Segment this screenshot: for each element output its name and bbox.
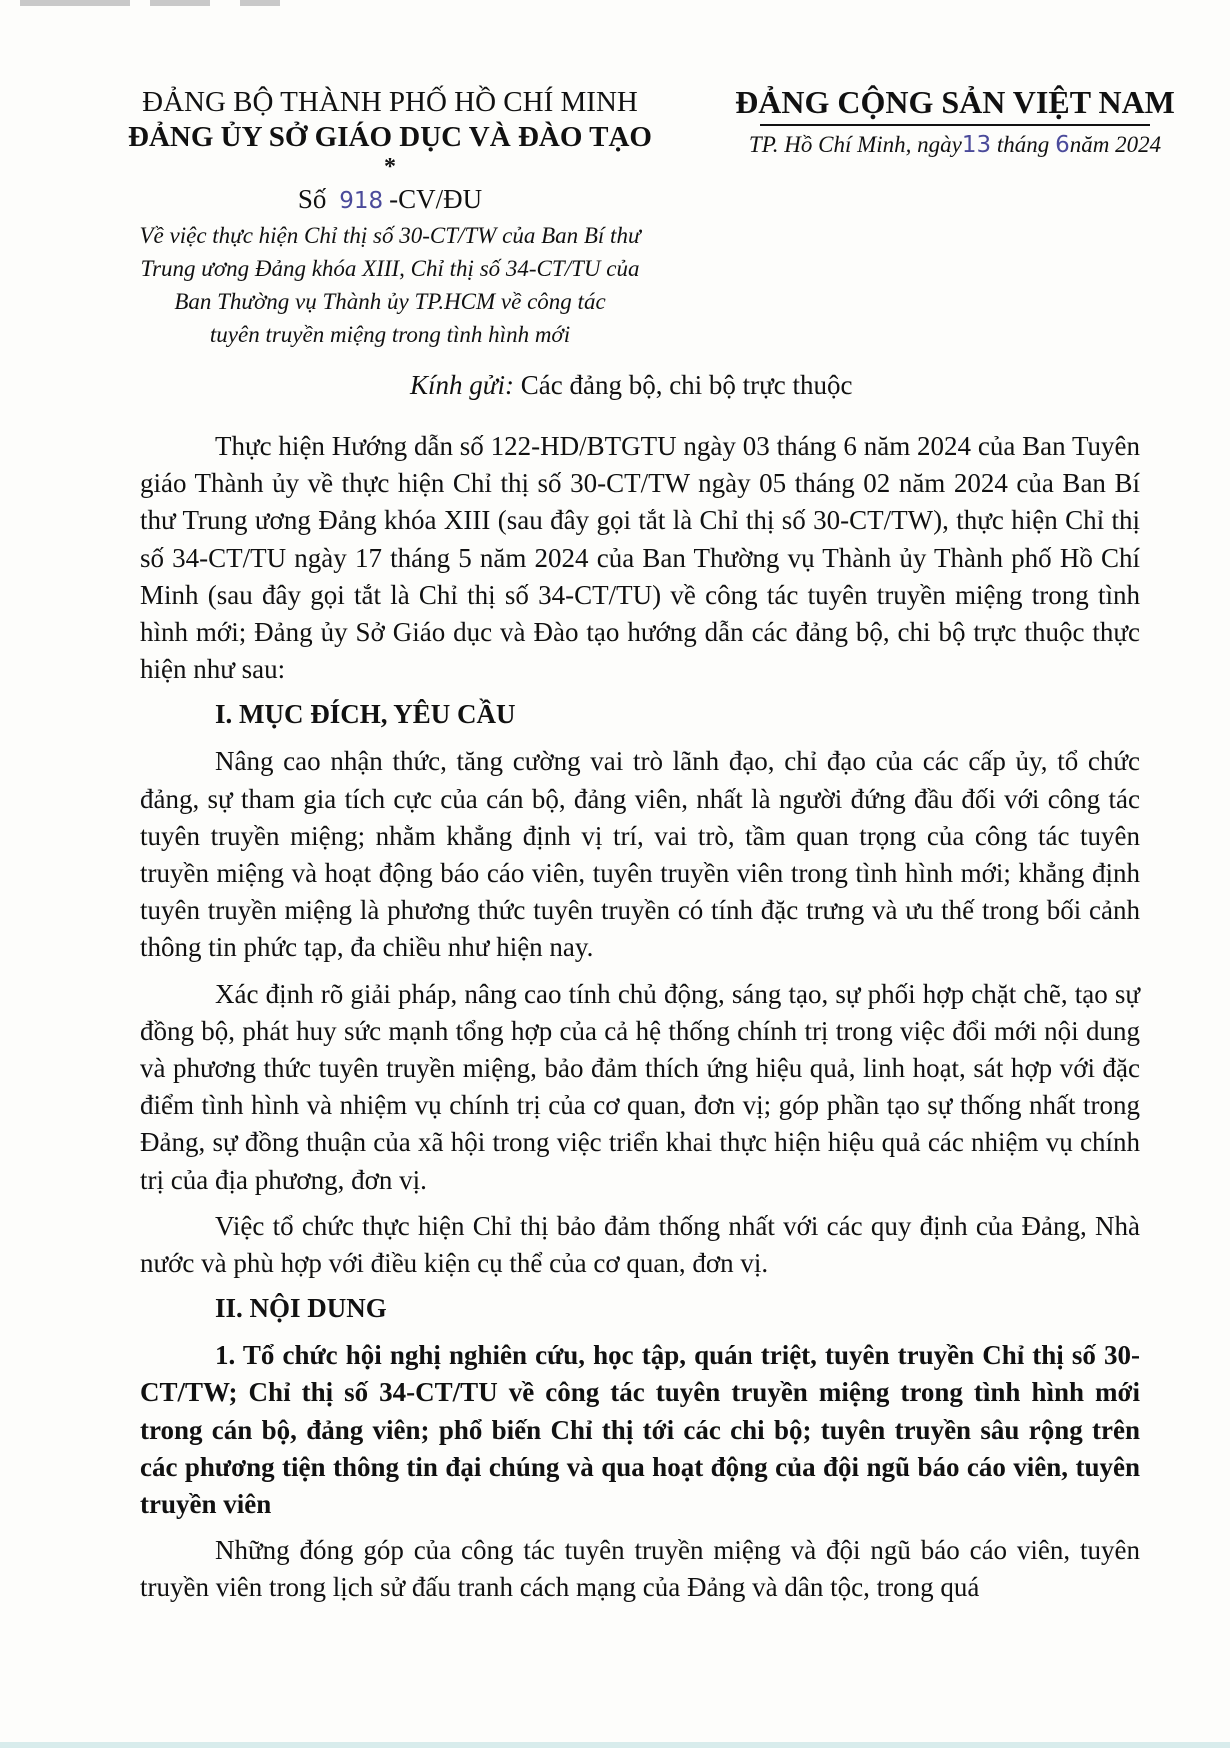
title-underline bbox=[760, 124, 1150, 126]
recipient-line bbox=[410, 368, 853, 402]
body-paragraph: Những đóng góp của công tác tuyên truyền miệng và đội ngũ báo cáo viên, tuyên truyền viên trong lịch sử đấu tranh cách mạng của Đảng và dân tộc, trong quá bbox=[140, 1535, 1140, 1603]
subsection-heading: 1. Tổ chức hội nghị nghiên cứu, học tập, quán triệt, tuyên truyền Chỉ thị số 30-CT/TW; Chỉ thị số 34-CT/TU về công tác tuyên truyền miệng trong tình hình mới trong cán bộ, đảng viên; phổ biến Chỉ thị tới các chi bộ; tuyên truyền sâu rộng trên các phương tiện thông tin đại chúng và qua hoạt động của đội ngũ báo cáo viên, tuyên truyền viên bbox=[140, 1340, 1140, 1520]
document-body bbox=[140, 428, 1140, 1616]
place-prefix: TP. Hồ Chí Minh, ngày bbox=[748, 132, 962, 157]
national-party-title: ĐẢNG CỘNG SẢN VIỆT NAM bbox=[735, 84, 1175, 120]
recipient-value: Các đảng bộ, chi bộ trực thuộc bbox=[520, 370, 853, 400]
place-and-date bbox=[715, 128, 1195, 162]
section-heading-content: II. NỘI DUNG bbox=[215, 1293, 387, 1324]
intro-paragraph: Thực hiện Hướng dẫn số 122-HD/BTGTU ngày 03 tháng 6 năm 2024 của Ban Tuyên giáo Thành ủy về thực hiện Chỉ thị số 30-CT/TW ngày 05 tháng 02 năm 2024 của Ban Bí thư Trung ương Đảng khóa XIII (sau đây gọi tắt là Chỉ thị số 30-CT/TW), thực hiện Chỉ thị số 34-CT/TU ngày 17 tháng 5 năm 2024 của Ban Thường vụ Thành ủy Thành phố Hồ Chí Minh (sau đây gọi tắt là Chỉ thị số 34-CT/TU) về công tác tuyên truyền miệng trong tình hình mới; Đảng ủy Sở Giáo dục và Đào tạo hướng dẫn các đảng bộ, chi bộ trực thuộc thực hiện như sau: bbox=[140, 431, 1140, 685]
document-number bbox=[110, 182, 670, 218]
recipient-label: Kính gửi: bbox=[410, 370, 514, 400]
document-subject bbox=[110, 219, 670, 351]
document-header bbox=[0, 0, 1230, 347]
year-text: năm 2024 bbox=[1069, 132, 1162, 157]
date-day-handwritten: 13 bbox=[961, 132, 992, 158]
scan-edge-bottom bbox=[0, 1742, 1230, 1748]
subject-line: Trung ương Đảng khóa XIII, Chỉ thị số 34-CT/TU của bbox=[140, 256, 640, 281]
doc-number-handwritten: 918 bbox=[339, 188, 384, 214]
body-paragraph: Việc tổ chức thực hiện Chỉ thị bảo đảm thống nhất với các quy định của Đảng, Nhà nước và phù hợp với điều kiện cụ thể của cơ quan, đơn vị. bbox=[140, 1210, 1140, 1279]
department-party-name: ĐẢNG ỦY SỞ GIÁO DỤC VÀ ĐÀO TẠO bbox=[128, 121, 652, 153]
doc-number-prefix: Số bbox=[297, 184, 327, 214]
subject-line: Ban Thường vụ Thành ủy TP.HCM về công tác bbox=[174, 289, 606, 314]
subject-line: tuyên truyền miệng trong tình hình mới bbox=[209, 322, 571, 347]
date-month-handwritten: 6 bbox=[1055, 132, 1070, 158]
doc-number-suffix: -CV/ĐU bbox=[389, 184, 483, 214]
star-mark: * bbox=[384, 154, 396, 180]
month-label: tháng bbox=[996, 132, 1050, 157]
subject-line: Về việc thực hiện Chỉ thị số 30-CT/TW của Ban Bí thư bbox=[139, 223, 641, 248]
body-paragraph: Xác định rõ giải pháp, nâng cao tính chủ động, sáng tạo, sự phối hợp chặt chẽ, tạo sự đồng bộ, phát huy sức mạnh tổng hợp của cả hệ thống chính trị trong việc đổi mới nội dung và phương thức tuyên truyền miệng, bảo đảm thích ứng hiệu quả, linh hoạt, sát hợp với đặc điểm tình hình và nhiệm vụ chính trị của cơ quan, đơn vị; góp phần tạo sự thống nhất trong Đảng, sự đồng thuận của xã hội trong việc triển khai thực hiện hiệu quả các nhiệm vụ chính trị của địa phương, đơn vị. bbox=[140, 978, 1140, 1195]
section-heading-purpose: I. MỤC ĐÍCH, YÊU CẦU bbox=[215, 699, 516, 730]
body-paragraph: Nâng cao nhận thức, tăng cường vai trò lãnh đạo, chỉ đạo của các cấp ủy, tổ chức đảng, sự tham gia tích cực của cán bộ, đảng viên, nhất là người đứng đầu đối với công tác tuyên truyền miệng; nhằm khẳng định vị trí, vai trò, tầm quan trọng của công tác tuyên truyền miệng và hoạt động báo cáo viên, tuyên truyền viên trong tình hình mới; khẳng định tuyên truyền miệng là phương thức tuyên truyền có tính đặc trưng và ưu thế trong bối cảnh thông tin phức tạp, đa chiều như hiện nay. bbox=[140, 746, 1140, 963]
party-committee-name: ĐẢNG BỘ THÀNH PHỐ HỒ CHÍ MINH bbox=[142, 86, 638, 118]
